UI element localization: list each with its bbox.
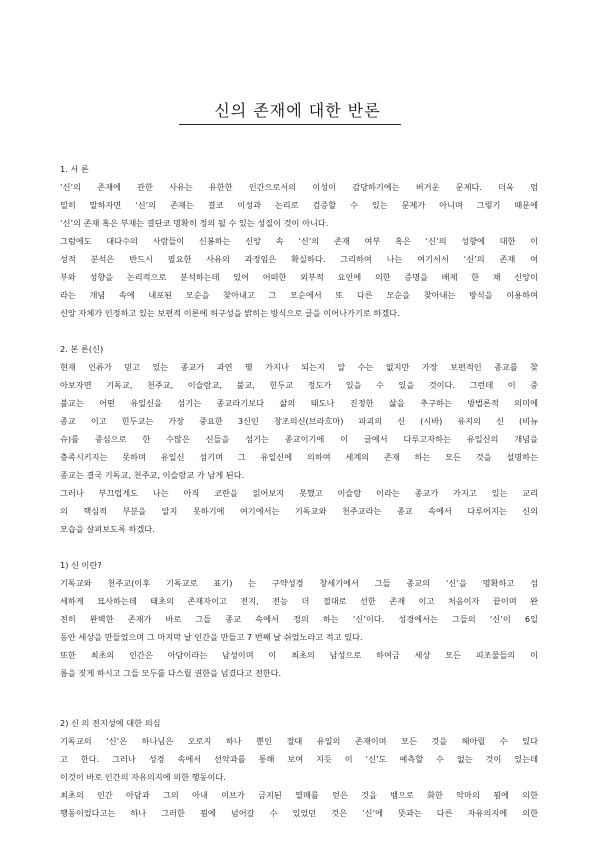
text-line: 라는 개념 속에 내포된 모순을 찾아내고 그 모순에서 또 다른 모순을 찾아내는 방식을 이용하여 xyxy=(60,290,538,300)
text-line: 기독교와 천주교(이후 기독교로 표기) 는 구약성경 창세기에서 그들 종교의 ‘신’을 명확하고 섬 xyxy=(60,578,538,588)
text-line: 현재 인류가 믿고 있는 종교가 과연 몇 가지나 되는지 알 수는 없지만 가장 보편적인 종교를 찾 xyxy=(60,362,538,372)
text-line: 종교 이고 힌두교는 가장 중요한 3신인 창조의신(브라흐마) 파괴의 신 (시바) 유지의 신 (비뉴 xyxy=(60,416,538,426)
text-line: 충족시키지는 못하며 유일신 섬기며 그 유일신에 의하여 세계의 존재 하는 모든 것을 설명하는 xyxy=(60,452,538,462)
text-line: 고 한다. 그러나 성경 속에서 선악과를 통해 보여 지듯 이 ‘신’도 예측할 수 없는 것이 있는데 xyxy=(60,754,538,764)
text-line: 행동이었다고는 하나 그러한 꾐에 넘어갈 수 있었던 것은 ‘신’에 뜻과는 다른 자유의지에 의한 xyxy=(60,808,538,818)
text-line: 그러나 부끄럽게도 나는 아직 코란을 읽어보지 못했고 이슬람 이라는 종교가 가지고 있는 교리 xyxy=(60,488,538,498)
text-line: 동안 세상을 만들었으며 그 마지막 날 인간을 만들고 7 번째 날 쉬었노라고 적고 있다. xyxy=(60,632,363,642)
text-line: 신앙 자체가 인정하고 있는 보편적 이론에 허구성을 밝히는 방식으로 글을 이어나가기로 하겠다. xyxy=(60,308,400,318)
text-line: 최초의 인간 아담과 그의 아내 이브가 금지된 열매를 얻은 것을 뱀으로 화한 악마의 꾐에 의한 xyxy=(60,790,538,800)
subsection-heading: 1) 신 이란? xyxy=(60,560,102,570)
text-line: 밀히 말하자면 ‘신’의 존재는 결코 이성과 논리로 검증할 수 있는 문제가 아니며 그렇기 때문에 xyxy=(60,200,538,210)
text-line: ‘신’의 존재 혹은 부재는 결단코 명확히 정의 될 수 있는 성질이 것이 아니다. xyxy=(60,218,329,228)
paragraph xyxy=(60,178,538,232)
paragraph xyxy=(60,786,538,822)
text-line: 이것이 바로 인간의 자유의지에 의한 행동이다. xyxy=(60,772,226,782)
title-underline xyxy=(179,124,401,125)
text-line: 름을 짓게 하시고 그들 모두를 다스릴 권한을 넘겼다고 전한다. xyxy=(60,668,282,678)
text-line: 세하게 묘사하는데 태초의 존재자이고 전지, 전능 더 절대로 선한 존재 이고 처음이자 끝이며 완 xyxy=(60,596,538,606)
spacer xyxy=(60,322,538,340)
text-line: 모습을 살펴보도록 하겠다. xyxy=(60,524,155,534)
paragraph xyxy=(60,484,538,538)
paragraph xyxy=(60,646,538,682)
subsection-omniscience-doubt xyxy=(60,714,538,822)
text-line: 슈)를 중심으로 한 수많은 신들을 섬기는 종교이기에 이 글에서 다루고자하는 유일신의 개념을 xyxy=(60,434,538,444)
paragraph xyxy=(60,574,538,646)
section-introduction xyxy=(60,160,538,322)
text-line: 성적 분석은 반드시 필요한 사유의 과정임은 확실하다. 그리하여 나는 여기서서 ‘신’의 존재 여 xyxy=(60,254,538,264)
paragraph xyxy=(60,732,538,786)
text-line: 종교는 결국 기독교, 천주교, 이슬람교 가 남게 된다. xyxy=(60,470,245,480)
text-line: ‘신’의 존재에 관한 사유는 유한한 인간으로서의 이성이 감당하기에는 버거운 문제다. 더욱 엄 xyxy=(60,182,538,192)
subsection-heading: 2) 신 의 전지성에 대한 의심 xyxy=(60,718,161,728)
paragraph xyxy=(60,358,538,484)
subsection-what-is-god xyxy=(60,556,538,682)
section-heading: 1. 서 론 xyxy=(60,164,89,174)
text-line: 부와 성향을 논리적으로 분석하는데 있어 어떠한 외부적 요인에 의한 증명을 배제 한 채 신앙이 xyxy=(60,272,538,282)
document-body xyxy=(60,160,538,822)
text-line: 아보자면 기독교, 천주교, 이슬람교, 불교, 힌두교 정도가 있을 수 있을 것이다. 그런데 이 중 xyxy=(60,380,538,390)
section-heading: 2. 본 론(신) xyxy=(60,344,104,354)
page-title: 신의 존재에 대한 반론 xyxy=(214,101,381,120)
text-line: 전히 완벽한 존재가 바로 그들 종교 속에서 정의 하는 ‘신’이다. 성경에서는 그들의 ‘신’이 6일 xyxy=(60,614,538,624)
text-line: 또한 최초의 인간은 아담이라는 남성이며 이 최초의 남성으로 하여금 세상 모든 피조물들의 이 xyxy=(60,650,538,660)
text-line: 의 핵심적 부분을 알지 못하기에 여기에서는 기독교와 천주교라는 종교 속에서 다루어지는 신의 xyxy=(60,506,538,516)
spacer xyxy=(60,538,538,556)
text-line: 불교는 어떤 유일신을 섬기는 종교라기보다 삶의 태도나 진정한 삶을 추구하는 방법론적 의미에 xyxy=(60,398,538,408)
section-main-god xyxy=(60,340,538,538)
text-line: 그럼에도 대다수의 사람들이 신봉하는 신앙 속 ‘신’의 존재 여부 혹은 ‘신’의 성향에 대한 이 xyxy=(60,236,538,246)
text-line: 기독교의 ‘신’은 하나님은 오로지 하나 뿐인 절대 유일의 존재이며 모든 것을 헤아릴 수 있다 xyxy=(60,736,538,746)
spacer xyxy=(60,682,538,714)
paragraph xyxy=(60,232,538,322)
